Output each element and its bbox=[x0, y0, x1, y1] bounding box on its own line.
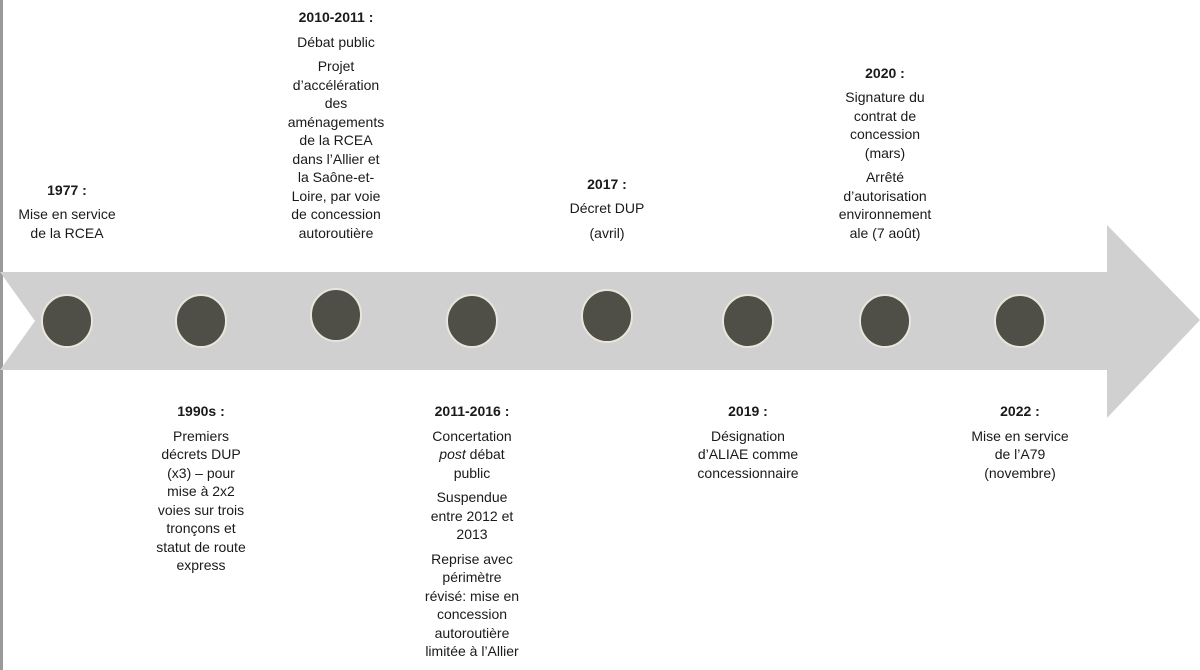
event-text-line: (mars) bbox=[864, 144, 906, 161]
event-text-line: (avril) bbox=[589, 224, 625, 241]
event-text-line: concessionnaire bbox=[697, 464, 799, 481]
event-paragraph bbox=[532, 224, 682, 243]
event-text-line: Débat public bbox=[297, 33, 375, 50]
timeline-marker bbox=[311, 289, 361, 341]
event-text-line: Loire, par voie bbox=[291, 187, 381, 204]
event-paragraph bbox=[0, 205, 142, 242]
event-paragraph bbox=[532, 199, 682, 218]
event-text-line: décrets DUP bbox=[161, 446, 241, 462]
timeline-event bbox=[532, 175, 682, 243]
event-text-line: de la RCEA bbox=[299, 132, 373, 148]
event-text-line: ale (7 août) bbox=[849, 224, 921, 241]
event-text-line: d’ALIAE comme bbox=[697, 446, 799, 462]
event-text-line: contrat de bbox=[853, 107, 917, 124]
event-text-line: Mise en service bbox=[18, 206, 116, 222]
event-date: 2020 : bbox=[865, 64, 905, 81]
event-date: 2017 : bbox=[587, 175, 627, 192]
event-paragraph bbox=[397, 488, 547, 544]
event-paragraph bbox=[945, 427, 1095, 483]
timeline-event bbox=[261, 8, 411, 242]
event-text-line: d’autorisation bbox=[843, 187, 927, 204]
event-text-line: de concession bbox=[291, 206, 381, 222]
event-date: 2019 : bbox=[728, 403, 768, 419]
event-text-line: autoroutière bbox=[298, 224, 374, 241]
event-paragraph bbox=[261, 33, 411, 52]
event-text-line: express bbox=[176, 557, 226, 573]
event-text-line: d’accélération bbox=[292, 76, 380, 93]
event-text-line: Signature du bbox=[845, 89, 925, 105]
event-text-line: de l’A79 bbox=[994, 446, 1046, 462]
italic-text: post bbox=[439, 446, 466, 462]
event-text-line: périmètre bbox=[442, 569, 502, 585]
event-text-line: (x3) – pour bbox=[167, 464, 235, 481]
event-paragraph bbox=[673, 427, 823, 483]
event-text-line: dans l’Allier et bbox=[292, 150, 380, 167]
event-text-line: révisé: mise en bbox=[424, 587, 520, 604]
timeline-event bbox=[945, 402, 1095, 482]
timeline-marker bbox=[582, 290, 632, 342]
event-date: 2022 : bbox=[1000, 403, 1040, 419]
text: débat bbox=[465, 446, 505, 462]
timeline-event bbox=[397, 402, 547, 661]
event-text-line: concession bbox=[849, 126, 921, 142]
event-text-line: autoroutière bbox=[434, 624, 510, 641]
event-paragraph bbox=[397, 550, 547, 661]
timeline-marker bbox=[723, 295, 773, 347]
event-paragraph bbox=[261, 57, 411, 242]
event-text-line: 2013 bbox=[456, 526, 488, 542]
event-text-line: Premiers bbox=[172, 427, 229, 444]
event-text-line: Désignation bbox=[711, 427, 785, 444]
timeline-event bbox=[673, 402, 823, 482]
event-text-line bbox=[397, 445, 547, 464]
event-text-line: Projet bbox=[317, 58, 355, 74]
event-text-line: voies sur trois bbox=[157, 501, 245, 518]
event-text-line: public bbox=[453, 464, 491, 481]
timeline-marker bbox=[860, 295, 910, 347]
timeline-event bbox=[0, 181, 142, 243]
timeline-marker bbox=[176, 295, 226, 347]
event-paragraph bbox=[810, 168, 960, 242]
event-date: 2010-2011 : bbox=[298, 9, 374, 25]
event-date: 1990s : bbox=[177, 403, 225, 419]
event-text-line: environnement bbox=[838, 206, 932, 222]
event-text-line: de la RCEA bbox=[30, 224, 104, 241]
event-text-line: la Saône-et- bbox=[297, 169, 375, 185]
event-text-line: (novembre) bbox=[984, 464, 1056, 481]
timeline-marker bbox=[42, 295, 92, 347]
timeline-event bbox=[810, 64, 960, 243]
event-text-line: des bbox=[324, 95, 348, 111]
event-paragraph bbox=[126, 427, 276, 575]
event-text-line: mise à 2x2 bbox=[167, 483, 235, 499]
event-text-line: Mise en service bbox=[971, 427, 1069, 444]
timeline-event bbox=[126, 402, 276, 575]
event-text-line: Suspendue bbox=[436, 489, 508, 505]
timeline-marker bbox=[447, 295, 497, 347]
event-text-line: limitée à l’Allier bbox=[425, 643, 519, 659]
event-text-line: concession bbox=[436, 606, 508, 622]
event-text-line: Décret DUP bbox=[569, 200, 645, 216]
event-text-line: aménagements bbox=[287, 113, 385, 130]
timeline-marker bbox=[995, 295, 1045, 347]
event-text-line: tronçons et bbox=[166, 520, 236, 536]
event-text-line: Concertation bbox=[432, 427, 512, 444]
event-date: 1977 : bbox=[47, 181, 87, 198]
event-paragraph bbox=[810, 88, 960, 162]
event-paragraph bbox=[397, 427, 547, 483]
event-text-line: statut de route bbox=[156, 538, 246, 555]
event-date: 2011-2016 : bbox=[434, 403, 510, 419]
event-text-line: Arrêté bbox=[865, 169, 905, 185]
event-text-line: Reprise avec bbox=[431, 550, 513, 567]
event-text-line: entre 2012 et bbox=[430, 507, 514, 524]
